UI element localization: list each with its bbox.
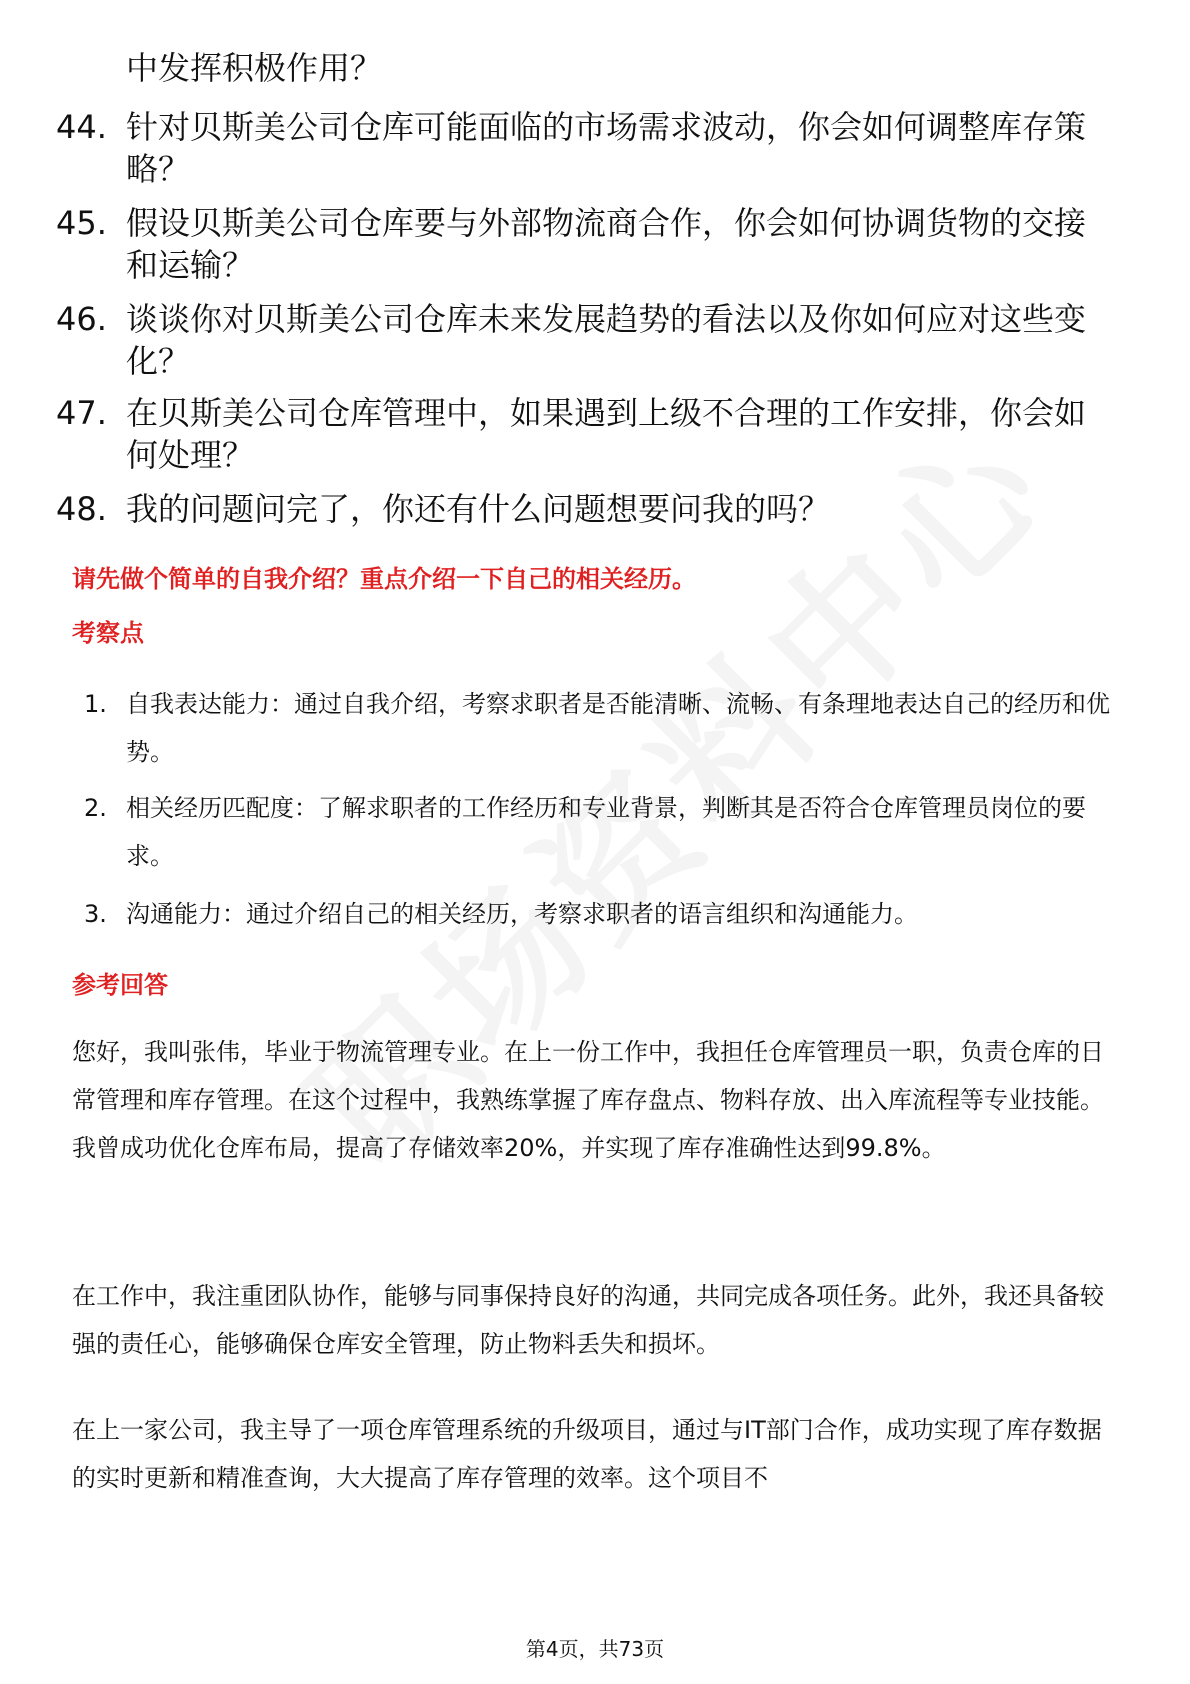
- list-item: [84, 680, 1114, 776]
- section-title: 请先做个简单的自我介绍？重点介绍一下自己的相关经历。: [72, 565, 696, 593]
- list-text: 自我表达能力：通过自我介绍，考察求职者是否能清晰、流畅、有条理地表达自己的经历和优势。: [126, 690, 1110, 766]
- question-number: 47.: [56, 394, 107, 432]
- answer-paragraph: 在上一家公司，我主导了一项仓库管理系统的升级项目，通过与IT部门合作，成功实现了库存数据的实时更新和精准查询，大大提高了库存管理的效率。这个项目不: [72, 1416, 1102, 1492]
- list-item: [84, 784, 1114, 880]
- answer-paragraph: 在工作中，我注重团队协作，能够与同事保持良好的沟通，共同完成各项任务。此外，我还具备较强的责任心，能够确保仓库安全管理，防止物料丢失和损坏。: [72, 1282, 1104, 1358]
- question-continuation: 中发挥积极作用？: [126, 49, 383, 87]
- list-text: 相关经历匹配度：了解求职者的工作经历和专业背景，判断其是否符合仓库管理员岗位的要求。: [126, 794, 1086, 870]
- list-item: [84, 890, 1114, 938]
- question-text: 假设贝斯美公司仓库要与外部物流商合作，你会如何协调货物的交接和运输？: [126, 204, 1087, 284]
- question-item: [56, 488, 1106, 530]
- question-number: 46.: [56, 300, 107, 338]
- question-item: [56, 298, 1106, 382]
- question-item: [56, 106, 1106, 190]
- question-number: 44.: [56, 108, 107, 146]
- question-number: 48.: [56, 490, 107, 528]
- list-number: 2.: [84, 794, 107, 822]
- question-text: 针对贝斯美公司仓库可能面临的市场需求波动，你会如何调整库存策略？: [126, 108, 1087, 188]
- question-text: 谈谈你对贝斯美公司仓库未来发展趋势的看法以及你如何应对这些变化？: [126, 300, 1087, 380]
- answer-paragraph: 您好，我叫张伟，毕业于物流管理专业。在上一份工作中，我担任仓库管理员一职，负责仓库的日常管理和库存管理。在这个过程中，我熟练掌握了库存盘点、物料存放、出入库流程等专业技能。我曾成功优化仓库布局，提高了存储效率20%，并实现了库存准确性达到99.8%。: [72, 1038, 1104, 1162]
- question-item: [56, 392, 1106, 476]
- answer-heading: 参考回答: [72, 971, 168, 999]
- question-text: 我的问题问完了，你还有什么问题想要问我的吗？: [126, 490, 831, 528]
- list-number: 1.: [84, 690, 107, 718]
- points-heading: 考察点: [72, 619, 144, 647]
- list-number: 3.: [84, 900, 107, 928]
- question-item: [56, 202, 1106, 286]
- question-text: 在贝斯美公司仓库管理中，如果遇到上级不合理的工作安排，你会如何处理？: [126, 394, 1087, 474]
- question-number: 45.: [56, 204, 107, 242]
- list-text: 沟通能力：通过介绍自己的相关经历，考察求职者的语言组织和沟通能力。: [126, 900, 918, 928]
- page-footer: 第4页，共73页: [525, 1637, 665, 1661]
